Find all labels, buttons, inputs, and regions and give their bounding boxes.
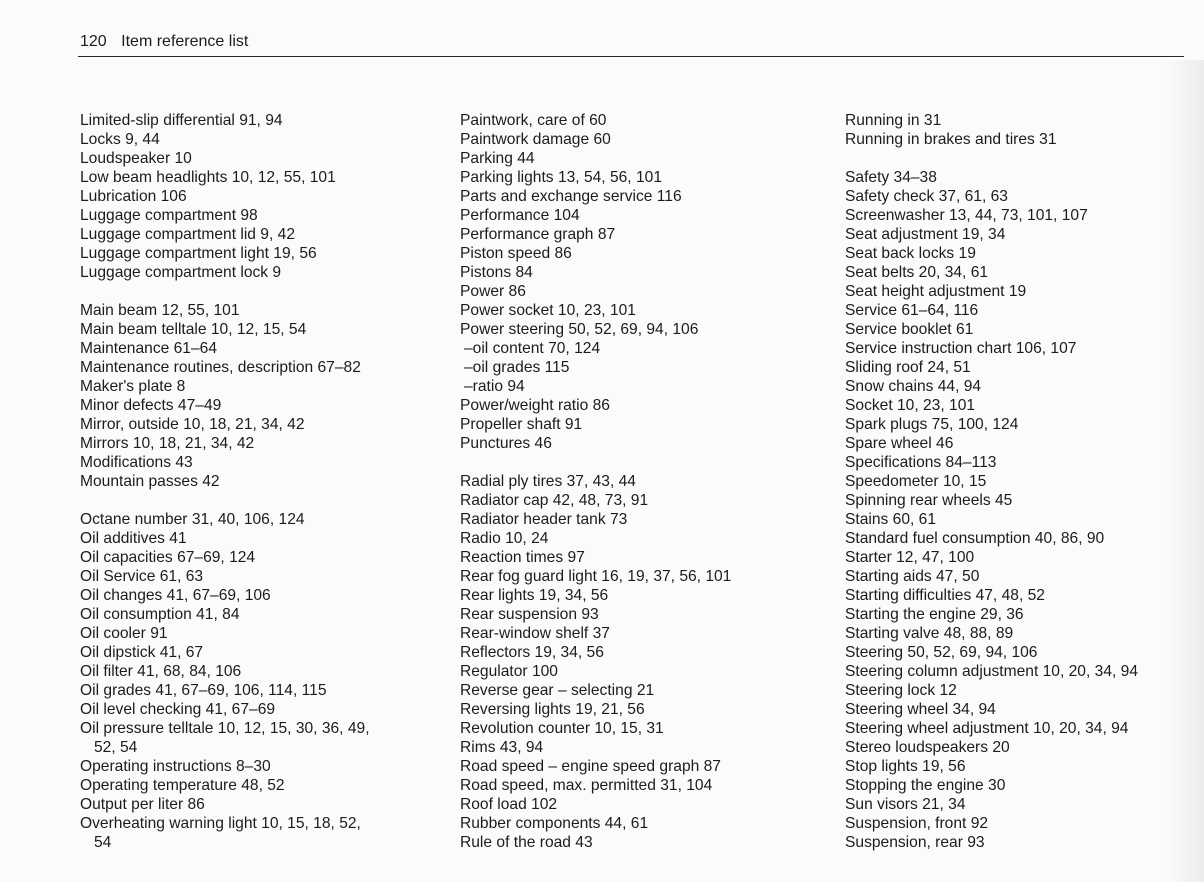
index-entry	[460, 111, 731, 130]
entry-text: Locks 9, 44	[80, 131, 160, 148]
index-entry	[460, 415, 731, 434]
index-entry	[845, 358, 1138, 377]
page-title: Item reference list	[121, 33, 249, 50]
index-entry	[845, 738, 1138, 757]
entry-text: Oil level checking 41, 67–69	[80, 701, 276, 718]
entry-text: Speedometer 10, 15	[845, 473, 987, 490]
entry-text: Maker's plate 8	[80, 378, 186, 395]
index-entry	[80, 719, 370, 757]
letter-group-spacer	[460, 453, 731, 472]
index-entry	[80, 529, 370, 548]
index-entry	[845, 396, 1138, 415]
index-entry	[845, 795, 1138, 814]
entry-text: Propeller shaft 91	[460, 416, 583, 433]
index-entry	[460, 757, 731, 776]
index-entry	[845, 263, 1138, 282]
index-entry	[460, 814, 731, 833]
entry-text: Reaction times 97	[460, 549, 585, 566]
entry-text: –oil grades 115	[464, 359, 570, 376]
entry-text: Performance 104	[460, 207, 580, 224]
index-entry	[845, 586, 1138, 605]
index-entry	[845, 111, 1138, 130]
index-entry	[460, 567, 731, 586]
entry-text: Main beam telltale 10, 12, 15, 54	[80, 321, 307, 338]
index-entry	[80, 814, 370, 852]
entry-text: Mountain passes 42	[80, 473, 220, 490]
index-entry	[845, 529, 1138, 548]
entry-text: Oil cooler 91	[80, 625, 168, 642]
entry-text: Operating instructions 8–30	[80, 758, 271, 775]
index-entry	[460, 700, 731, 719]
index-entry	[80, 130, 370, 149]
entry-text: Revolution counter 10, 15, 31	[460, 720, 664, 737]
index-entry	[80, 510, 370, 529]
entry-text: Seat belts 20, 34, 61	[845, 264, 989, 281]
index-entry	[460, 263, 731, 282]
page-edge-shadow	[1164, 60, 1204, 882]
entry-text: Modifications 43	[80, 454, 193, 471]
index-entry	[460, 282, 731, 301]
entry-text: Snow chains 44, 94	[845, 378, 982, 395]
entry-text: Paintwork damage 60	[460, 131, 611, 148]
entry-text: Service instruction chart 106, 107	[845, 340, 1077, 357]
entry-text: Loudspeaker 10	[80, 150, 192, 167]
index-entry	[845, 719, 1138, 738]
index-entry	[845, 339, 1138, 358]
entry-text: Parking 44	[460, 150, 535, 167]
entry-text: Standard fuel consumption 40, 86, 90	[845, 530, 1105, 547]
index-entry	[460, 662, 731, 681]
index-entry	[80, 206, 370, 225]
entry-text: Stains 60, 61	[845, 511, 937, 528]
entry-text: Oil additives 41	[80, 530, 187, 547]
entry-text: Road speed, max. permitted 31, 104	[460, 777, 713, 794]
entry-text: Spinning rear wheels 45	[845, 492, 1013, 509]
letter-group-spacer	[845, 149, 1138, 168]
index-column-3	[845, 111, 1138, 852]
index-entry	[845, 244, 1138, 263]
page-header	[80, 32, 248, 52]
entry-text: Main beam 12, 55, 101	[80, 302, 240, 319]
entry-text: –ratio 94	[464, 378, 525, 395]
index-entry	[845, 282, 1138, 301]
index-entry	[845, 415, 1138, 434]
index-entry	[80, 472, 370, 491]
index-entry	[845, 301, 1138, 320]
entry-text: Oil grades 41, 67–69, 106, 114, 115	[80, 682, 327, 699]
index-entry	[460, 320, 731, 339]
index-entry	[80, 453, 370, 472]
index-entry	[460, 149, 731, 168]
entry-text: Power steering 50, 52, 69, 94, 106	[460, 321, 699, 338]
entry-text: Mirrors 10, 18, 21, 34, 42	[80, 435, 255, 452]
entry-text: Rear-window shelf 37	[460, 625, 610, 642]
entry-text: Power 86	[460, 283, 526, 300]
index-entry	[845, 472, 1138, 491]
entry-text: Rims 43, 94	[460, 739, 544, 756]
entry-text: Seat adjustment 19, 34	[845, 226, 1006, 243]
index-subentry	[460, 339, 731, 358]
index-column-1	[80, 111, 370, 852]
index-entry	[80, 700, 370, 719]
letter-group-spacer	[80, 282, 370, 301]
index-entry	[845, 548, 1138, 567]
index-entry	[845, 434, 1138, 453]
index-entry	[80, 776, 370, 795]
entry-text: Mirror, outside 10, 18, 21, 34, 42	[80, 416, 305, 433]
entry-text: Oil dipstick 41, 67	[80, 644, 204, 661]
index-entry	[460, 624, 731, 643]
index-entry	[845, 681, 1138, 700]
index-entry	[460, 548, 731, 567]
entry-text: Rear fog guard light 16, 19, 37, 56, 101	[460, 568, 732, 585]
entry-text: Suspension, front 92	[845, 815, 989, 832]
index-subentry	[460, 377, 731, 396]
entry-text: Starting valve 48, 88, 89	[845, 625, 1014, 642]
entry-text: Luggage compartment lid 9, 42	[80, 226, 295, 243]
entry-text: Steering wheel 34, 94	[845, 701, 996, 718]
index-entry	[460, 130, 731, 149]
entry-text: Suspension, rear 93	[845, 834, 985, 851]
index-entry	[460, 244, 731, 263]
entry-text: Screenwasher 13, 44, 73, 101, 107	[845, 207, 1088, 224]
index-entry	[460, 491, 731, 510]
entry-text: Radiator cap 42, 48, 73, 91	[460, 492, 649, 509]
index-entry	[845, 643, 1138, 662]
entry-text: Reflectors 19, 34, 56	[460, 644, 604, 661]
index-entry	[460, 719, 731, 738]
index-entry	[80, 662, 370, 681]
entry-text: Socket 10, 23, 101	[845, 397, 976, 414]
entry-text: Starting difficulties 47, 48, 52	[845, 587, 1045, 604]
index-subentry	[460, 358, 731, 377]
index-entry	[80, 567, 370, 586]
entry-text: Oil filter 41, 68, 84, 106	[80, 663, 242, 680]
entry-text: Running in 31	[845, 112, 942, 129]
entry-text: Safety 34–38	[845, 169, 937, 186]
index-entry	[80, 757, 370, 776]
entry-text: Stereo loudspeakers 20	[845, 739, 1010, 756]
index-entry	[80, 263, 370, 282]
entry-text: Running in brakes and tires 31	[845, 131, 1057, 148]
entry-text: Starting aids 47, 50	[845, 568, 980, 585]
entry-text: Pistons 84	[460, 264, 533, 281]
index-entry	[845, 757, 1138, 776]
entry-text: Spare wheel 46	[845, 435, 954, 452]
index-entry	[80, 301, 370, 320]
entry-text: Radiator header tank 73	[460, 511, 628, 528]
entry-text: Oil capacities 67–69, 124	[80, 549, 256, 566]
index-entry	[80, 149, 370, 168]
entry-text: Road speed – engine speed graph 87	[460, 758, 721, 775]
index-entry	[80, 795, 370, 814]
index-entry	[80, 187, 370, 206]
entry-text: Minor defects 47–49	[80, 397, 222, 414]
index-entry	[845, 700, 1138, 719]
index-entry	[80, 586, 370, 605]
index-entry	[80, 358, 370, 377]
entry-text: Rubber components 44, 61	[460, 815, 649, 832]
index-entry	[460, 529, 731, 548]
index-entry	[460, 643, 731, 662]
entry-text: Overheating warning light 10, 15, 18, 52,	[80, 815, 361, 832]
index-entry	[460, 396, 731, 415]
entry-text: Octane number 31, 40, 106, 124	[80, 511, 305, 528]
entry-text: Specifications 84–113	[845, 454, 997, 471]
index-entry	[80, 111, 370, 130]
entry-text: Piston speed 86	[460, 245, 572, 262]
entry-text: Radio 10, 24	[460, 530, 549, 547]
index-entry	[845, 206, 1138, 225]
index-entry	[460, 206, 731, 225]
entry-text: Roof load 102	[460, 796, 558, 813]
entry-text: –oil content 70, 124	[464, 340, 601, 357]
entry-text: Steering column adjustment 10, 20, 34, 94	[845, 663, 1138, 680]
index-entry	[80, 415, 370, 434]
entry-text: Oil pressure telltale 10, 12, 15, 30, 36, 49,	[80, 720, 370, 737]
index-entry	[80, 548, 370, 567]
index-entry	[460, 605, 731, 624]
entry-text: Operating temperature 48, 52	[80, 777, 285, 794]
entry-text: Luggage compartment light 19, 56	[80, 245, 317, 262]
index-entry	[460, 795, 731, 814]
entry-text: Regulator 100	[460, 663, 558, 680]
entry-text: Luggage compartment 98	[80, 207, 258, 224]
entry-text: Performance graph 87	[460, 226, 616, 243]
entry-text: Reverse gear – selecting 21	[460, 682, 655, 699]
entry-text: Rear lights 19, 34, 56	[460, 587, 609, 604]
entry-text: Safety check 37, 61, 63	[845, 188, 1008, 205]
index-entry	[80, 681, 370, 700]
entry-continuation: 52, 54	[94, 739, 138, 756]
entry-text: Seat height adjustment 19	[845, 283, 1027, 300]
entry-text: Reversing lights 19, 21, 56	[460, 701, 645, 718]
index-entry	[460, 225, 731, 244]
index-entry	[460, 168, 731, 187]
entry-text: Rule of the road 43	[460, 834, 593, 851]
entry-text: Luggage compartment lock 9	[80, 264, 282, 281]
index-entry	[845, 225, 1138, 244]
entry-text: Starting the engine 29, 36	[845, 606, 1024, 623]
entry-text: Sun visors 21, 34	[845, 796, 966, 813]
index-entry	[845, 168, 1138, 187]
entry-text: Steering 50, 52, 69, 94, 106	[845, 644, 1038, 661]
letter-group-spacer	[80, 491, 370, 510]
index-entry	[845, 491, 1138, 510]
entry-text: Limited-slip differential 91, 94	[80, 112, 283, 129]
entry-text: Starter 12, 47, 100	[845, 549, 975, 566]
entry-text: Lubrication 106	[80, 188, 187, 205]
index-entry	[845, 814, 1138, 833]
index-entry	[845, 510, 1138, 529]
index-entry	[80, 624, 370, 643]
index-entry	[845, 833, 1138, 852]
index-entry	[845, 130, 1138, 149]
index-entry	[845, 662, 1138, 681]
index-entry	[460, 187, 731, 206]
entry-text: Paintwork, care of 60	[460, 112, 607, 129]
entry-text: Power/weight ratio 86	[460, 397, 610, 414]
index-entry	[845, 624, 1138, 643]
index-entry	[460, 776, 731, 795]
index-entry	[460, 301, 731, 320]
index-entry	[460, 738, 731, 757]
index-entry	[80, 320, 370, 339]
index-entry	[80, 339, 370, 358]
entry-text: Maintenance routines, description 67–82	[80, 359, 361, 376]
index-entry	[80, 244, 370, 263]
entry-text: Stopping the engine 30	[845, 777, 1006, 794]
index-entry	[460, 510, 731, 529]
index-entry	[460, 681, 731, 700]
index-entry	[80, 605, 370, 624]
entry-text: Spark plugs 75, 100, 124	[845, 416, 1019, 433]
entry-text: Output per liter 86	[80, 796, 205, 813]
entry-text: Oil consumption 41, 84	[80, 606, 240, 623]
index-entry	[845, 453, 1138, 472]
entry-text: Power socket 10, 23, 101	[460, 302, 636, 319]
entry-text: Parking lights 13, 54, 56, 101	[460, 169, 662, 186]
index-entry	[80, 434, 370, 453]
entry-text: Service 61–64, 116	[845, 302, 979, 319]
entry-text: Steering wheel adjustment 10, 20, 34, 94	[845, 720, 1129, 737]
index-entry	[80, 377, 370, 396]
index-entry	[460, 472, 731, 491]
entry-text: Radial ply tires 37, 43, 44	[460, 473, 636, 490]
index-column-2	[460, 111, 731, 852]
index-entry	[845, 377, 1138, 396]
entry-text: Low beam headlights 10, 12, 55, 101	[80, 169, 336, 186]
index-entry	[845, 187, 1138, 206]
index-entry	[845, 776, 1138, 795]
entry-text: Steering lock 12	[845, 682, 957, 699]
index-entry	[80, 225, 370, 244]
entry-text: Rear suspension 93	[460, 606, 599, 623]
entry-text: Punctures 46	[460, 435, 552, 452]
entry-text: Service booklet 61	[845, 321, 974, 338]
index-entry	[845, 567, 1138, 586]
header-rule	[78, 56, 1184, 57]
index-entry	[845, 320, 1138, 339]
entry-text: Maintenance 61–64	[80, 340, 217, 357]
entry-text: Sliding roof 24, 51	[845, 359, 971, 376]
index-entry	[80, 168, 370, 187]
index-entry	[80, 643, 370, 662]
entry-text: Parts and exchange service 116	[460, 188, 682, 205]
entry-text: Stop lights 19, 56	[845, 758, 966, 775]
index-entry	[845, 605, 1138, 624]
index-entry	[460, 833, 731, 852]
index-entry	[460, 586, 731, 605]
index-entry	[460, 434, 731, 453]
page-number: 120	[80, 33, 107, 50]
entry-text: Oil changes 41, 67–69, 106	[80, 587, 271, 604]
index-entry	[80, 396, 370, 415]
entry-text: Seat back locks 19	[845, 245, 976, 262]
entry-text: Oil Service 61, 63	[80, 568, 204, 585]
entry-continuation: 54	[94, 834, 112, 851]
